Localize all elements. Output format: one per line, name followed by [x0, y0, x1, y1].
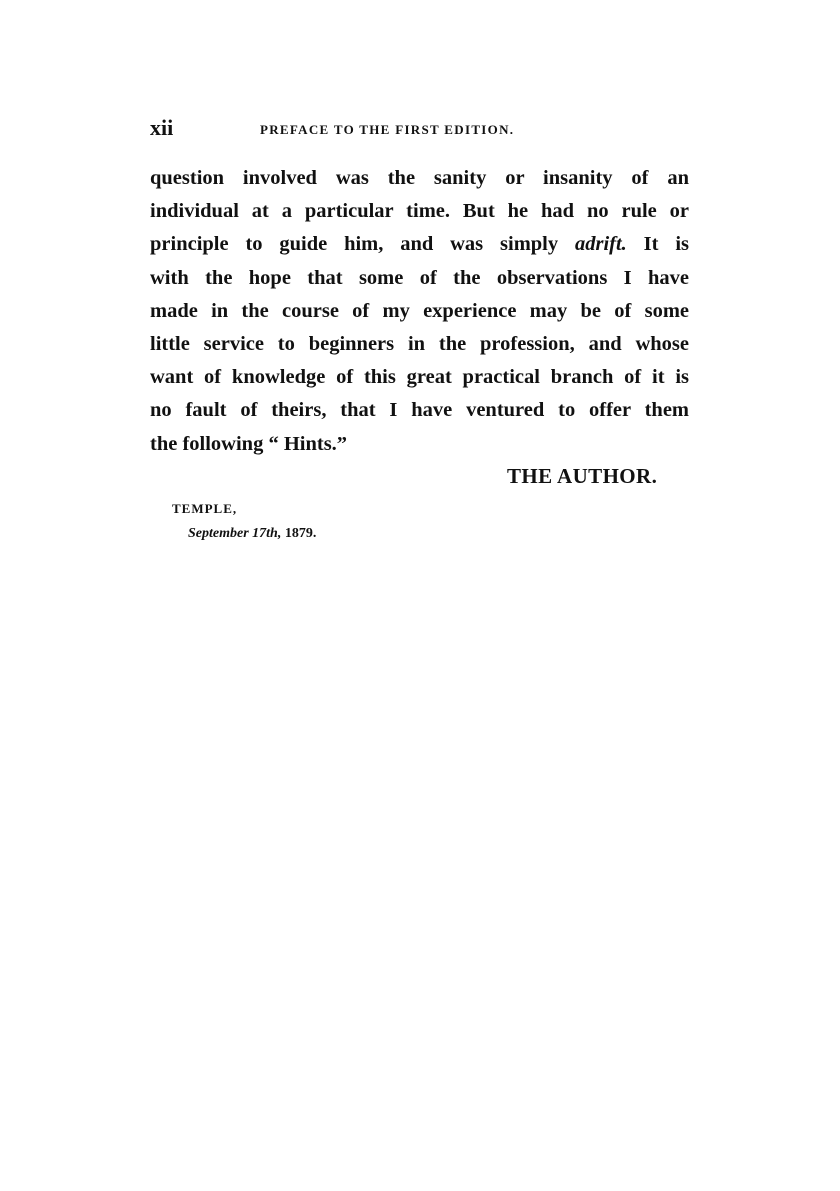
running-head	[150, 117, 590, 139]
text-line: individual at a particular time. But he had no rule or	[150, 200, 689, 223]
date-year: 1879.	[284, 526, 317, 541]
text-line: want of knowledge of this great practical branch of it is	[150, 366, 689, 389]
text-line: the following “ Hints.”	[150, 432, 348, 455]
place-line: TEMPLE,	[172, 501, 238, 516]
italic-word: adrift.	[574, 233, 627, 256]
text-line-end: It is	[643, 233, 690, 256]
running-title: PREFACE TO THE FIRST EDITION.	[260, 122, 515, 137]
text-line: with the hope that some of the observations I have	[150, 266, 689, 289]
date-line	[188, 525, 316, 543]
text-line: no fault of theirs, that I have ventured to offer them	[150, 399, 689, 422]
date-month-day: September 17th,	[188, 526, 282, 541]
author-signature: THE AUTHOR.	[507, 464, 658, 488]
text-line-start: principle to guide him, and was simply	[150, 233, 559, 256]
page-number: xii	[150, 115, 174, 140]
text-line-adrift	[150, 228, 689, 261]
preface-paragraph	[150, 162, 689, 461]
text-line: question involved was the sanity or insanity of an	[150, 167, 689, 189]
text-line: made in the course of my experience may be of some	[150, 299, 689, 322]
text-line: little service to beginners in the profession, and whose	[150, 332, 689, 355]
